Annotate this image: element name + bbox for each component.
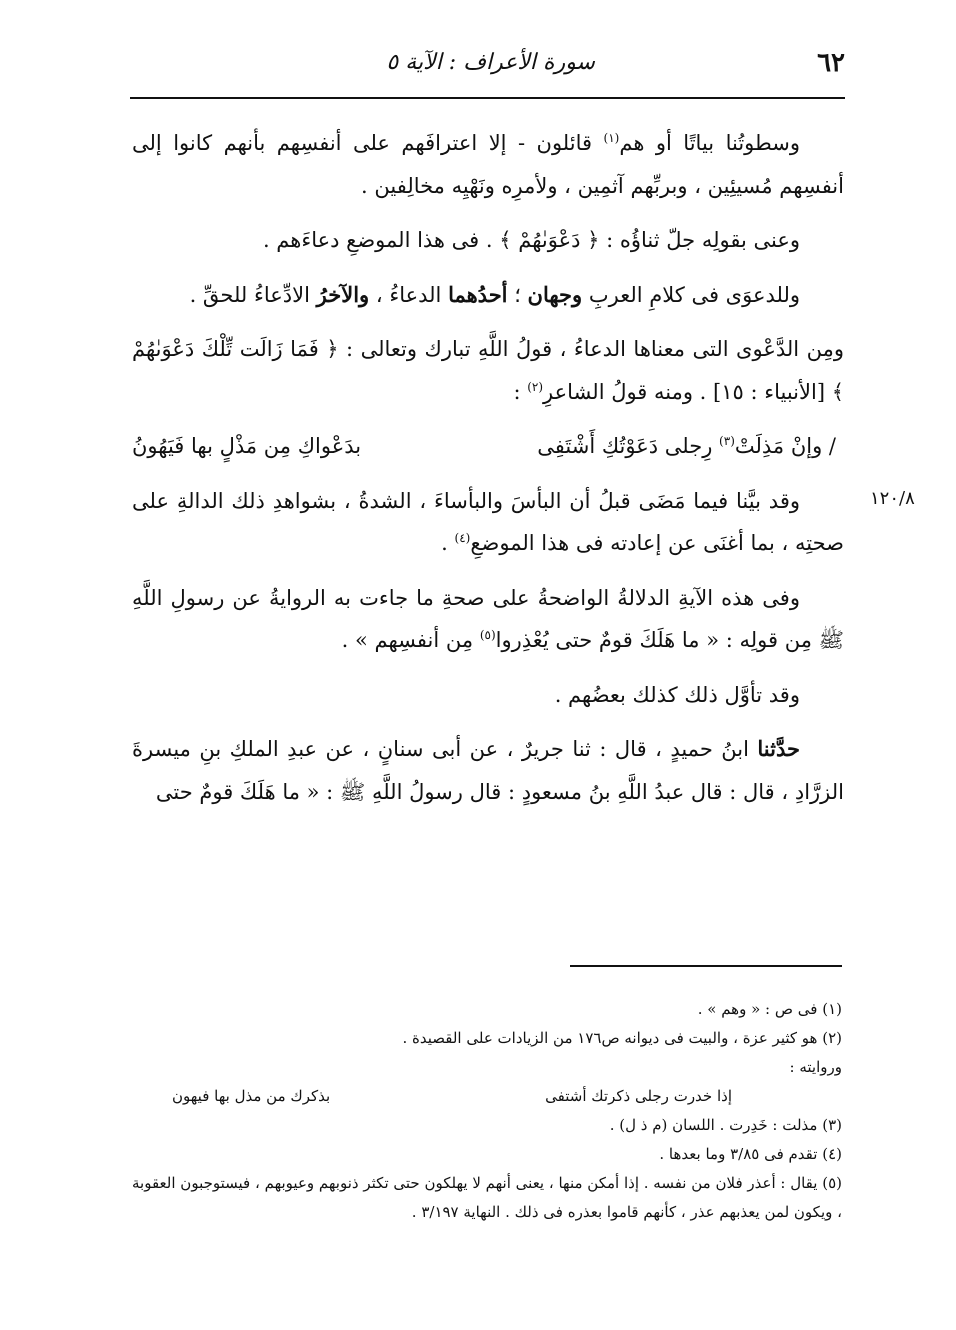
paragraph-6-text: وفى هذه الآيةِ الدلالةُ الواضحةُ على صحةِ ما جاءت به الروايةُ عن رسولِ اللَّهِ ﷺ مِن قولِه : « ما هَلَكَ قومٌ حتى يُعْذِروا: [132, 585, 844, 652]
body-text: [132, 122, 844, 825]
margin-reference: ١٢٠/٨: [870, 488, 915, 509]
running-title: سورة الأعراف : الآية ٥: [386, 50, 595, 75]
poem-verse: [132, 425, 844, 468]
paragraph-5-end: .: [441, 531, 455, 555]
paragraph-1: [132, 122, 844, 207]
paragraph-5-text: وقد بيَّنا فيما مَضَى قبلُ أن البأسَ والبأساءَ ، الشدةُ ، بشواهدِ ذلك الدالةِ على صحتِه ، بما أغنَى عن إعادته فى هذا الموضعِ: [132, 488, 844, 555]
paragraph-8: [132, 728, 844, 813]
paragraph-3-b: وجهان: [527, 281, 583, 307]
page-header: [130, 42, 845, 92]
footnotes: [132, 995, 842, 1227]
footnote-5: (٥) يقال : أعذر فلان من نفسه . إذا أمكن منها ، يعنى أنهم لا يهلكون حتى تكثر ذنوبهم وعيوبهم ، فيستوجبون العقوبة ، ويكون لمن يعذبهم عذر ، كأنهم قاموا بعذره فى ذلك . النهاية ٣/١٩٧ .: [132, 1174, 842, 1221]
footnote-4: (٤) تقدم فى ٣/٨٥ وما بعدها .: [659, 1145, 842, 1163]
paragraph-1-text: وسطوتُنا بياتًا أو هم: [619, 131, 800, 155]
paragraph-8-b: ابنُ حميدٍ ، قال : ثنا جريرٌ ، عن أبى سنانٍ ، عن عبدِ الملكِ بنِ ميسرةَ الزرَّادِ ، قال : قال عبدُ اللَّهِ بنُ مسعودٍ : قال رسولُ اللَّهِ ﷺ : « ما هَلَكَ قومٌ حتى: [132, 737, 844, 804]
footnote-marker-3: (٣): [719, 434, 735, 448]
paragraph-5: [132, 480, 844, 565]
paragraph-1-rest: قائلون - إلا اعترافَهم على أنفسِهم بأنهم كانوا إلى أنفسِهم مُسيئِين ، وبربِّهم آثمِين ، ولأمرِه ونَهْيِه مخالِفين .: [132, 131, 844, 198]
footnote-2-riwaya: وروايته :: [789, 1058, 842, 1076]
verse-first-hemistich: [537, 425, 836, 468]
footnote-2-verse-second: بذكرك من مذل بها فيهون: [172, 1087, 331, 1105]
footnote-2: (٢) هو كثير عزة ، والبيت فى ديوانه ص١٧٦ من الزيادات على القصيدة .: [402, 1029, 842, 1047]
footnote-marker-5: (٥): [479, 628, 496, 642]
paragraph-4-text: ومِن الدَّعْوى التى معناها الدعاءُ ، قولُ اللَّهِ تبارك وتعالى : ﴿ فَمَا زَالَت تِّلْكَ دَعْوَىٰهُمْ ﴾ [الأنبياء : ١٥] . ومنه قولُ الشاعرِ: [132, 337, 844, 404]
paragraph-3-g: الادِّعاءُ للحقِّ .: [189, 282, 317, 307]
paragraph-3-a: وللدعوَى فى كلامِ العربِ: [582, 282, 800, 307]
footnote-1: (١) فى ص : « وهم » .: [697, 1000, 842, 1018]
paragraph-8-a: حدَّثنا: [757, 736, 800, 761]
paragraph-4: [132, 328, 844, 413]
paragraph-3: [132, 274, 844, 317]
verse-right-b: رِجلى دَعَوْتُكِ أَشْتَفِى: [537, 434, 720, 458]
verse-second-hemistich: بدَعْواكِ مِن مَذْلٍ بها فَيَهُونُ: [132, 434, 362, 458]
page-number: ٦٢: [817, 48, 845, 78]
paragraph-3-d: أحدُهما: [448, 281, 508, 307]
header-rule: [130, 97, 845, 99]
footnote-2-verse: [132, 1082, 842, 1111]
footnote-2-verse-first: إذا خدرت رجلى ذكرتك أشتفى: [545, 1087, 732, 1105]
footnote-marker-2: (٢): [527, 379, 544, 394]
paragraph-2: وعنى بقولِه جلّ ثناؤُه : ﴿ دَعْوَىٰهُمْ ﴾ . فى هذا الموضعِ دعاءَهم .: [262, 228, 800, 252]
footnote-marker-1: (١): [603, 131, 620, 145]
footnote-3: (٣) مذلت : خَدِرت . اللسان (م ذ ل) .: [609, 1116, 842, 1134]
paragraph-3-c: ؛: [507, 282, 528, 307]
paragraph-6-end: مِن أنفسِهم » .: [341, 628, 480, 652]
paragraph-3-f: والآخرُ: [316, 281, 370, 307]
verse-right-a: / وإنْ مَذِلَتْ: [734, 434, 836, 458]
footnote-rule: [570, 965, 842, 967]
footnote-marker-4: (٤): [454, 531, 471, 545]
paragraph-3-e: الدعاءُ ،: [369, 282, 449, 307]
paragraph-4-end: :: [513, 379, 528, 404]
paragraph-7: وقد تأوَّل ذلك كذلك بعضُهم .: [554, 682, 800, 707]
paragraph-6: [132, 577, 844, 662]
